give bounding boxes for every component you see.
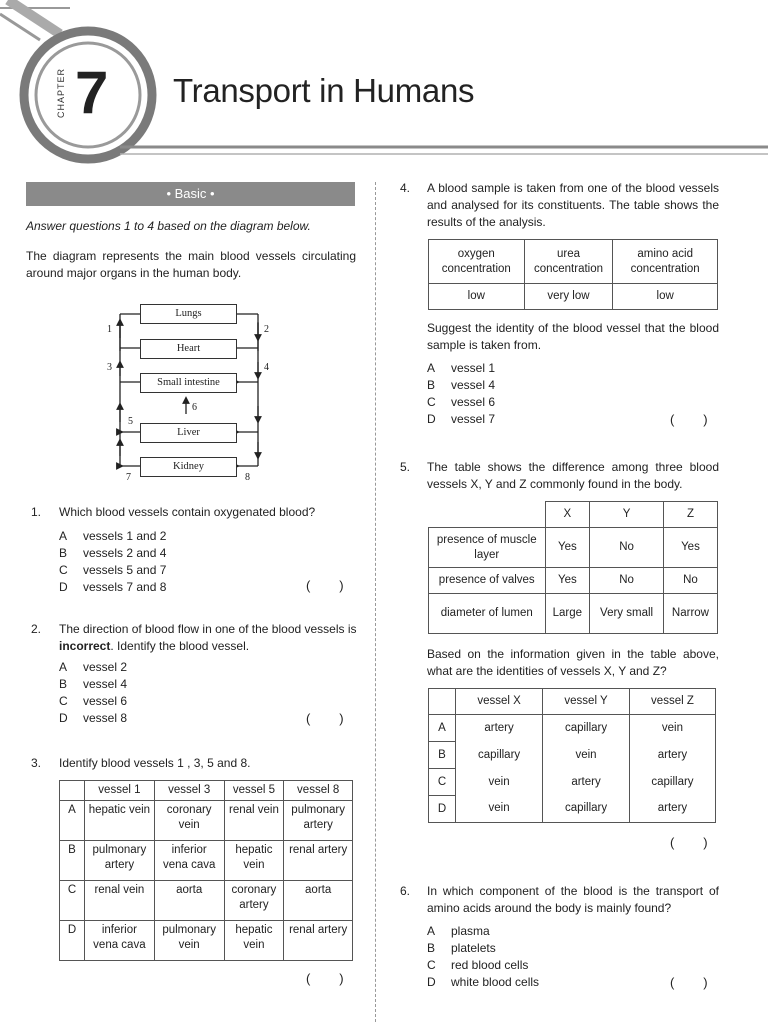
table-header: amino acid concentration (613, 240, 718, 284)
instruction-text: Answer questions 1 to 4 based on the diagram below. (26, 219, 311, 233)
row-letter: D (429, 796, 456, 823)
table-row (429, 528, 718, 568)
vessel-number: 6 (192, 402, 197, 413)
vessel-number: 3 (107, 362, 112, 373)
option-text[interactable]: white blood cells (451, 975, 540, 989)
table-cell: renal vein (85, 881, 155, 921)
row-letter: A (429, 715, 456, 742)
option-text[interactable]: vessels 7 and 8 (83, 580, 167, 594)
table-cell: artery (456, 715, 543, 742)
table-header-row (429, 240, 718, 284)
option-letter: D (427, 975, 436, 989)
option-text[interactable]: plasma (451, 924, 490, 938)
q2-text-before: The direction of blood flow in one of the blood vessels is (59, 622, 357, 636)
table-cell: renal artery (284, 841, 353, 881)
table-cell: low (429, 284, 525, 310)
circulation-diagram (100, 296, 280, 486)
option-text[interactable]: vessel 2 (83, 660, 128, 674)
q1-answer-bracket[interactable]: ( ) (306, 578, 344, 593)
table-header: X (545, 502, 590, 528)
option-text[interactable]: vessel 6 (451, 395, 496, 409)
option-letter: B (59, 677, 68, 691)
table-header-row (429, 689, 716, 715)
option-letter: D (59, 580, 68, 594)
table-row[interactable] (429, 769, 716, 796)
table-cell: aorta (154, 881, 224, 921)
option-text[interactable]: vessels 2 and 4 (83, 546, 167, 560)
table-corner (429, 689, 456, 715)
option-letter: C (59, 694, 68, 708)
organ-lungs: Lungs (140, 304, 237, 324)
table-header: Z (663, 502, 717, 528)
organ-small-intestine: Small intestine (140, 373, 237, 393)
table-cell: coronary vein (154, 801, 224, 841)
table-cell: capillary (543, 796, 630, 823)
table-row[interactable] (60, 801, 353, 841)
table-row[interactable] (429, 742, 716, 769)
intro-text: The diagram represents the main blood vessels circulating around major organs in the human body. (26, 249, 356, 280)
row-letter: A (60, 801, 85, 841)
table-cell: capillary (543, 715, 630, 742)
table-corner (429, 502, 546, 528)
row-label: presence of valves (429, 568, 546, 594)
option-letter: C (59, 563, 68, 577)
row-letter: B (60, 841, 85, 881)
option-letter: D (427, 412, 436, 426)
table-cell: vein (543, 742, 630, 769)
table-cell: No (590, 528, 664, 568)
row-letter: B (429, 742, 456, 769)
table-cell: low (613, 284, 718, 310)
option-text[interactable]: vessel 6 (83, 694, 128, 708)
q4-question: Suggest the identity of the blood vessel that the blood sample is taken from. (427, 321, 719, 352)
table-cell: aorta (284, 881, 353, 921)
table-cell: artery (543, 769, 630, 796)
q5-answer-bracket[interactable]: ( ) (670, 835, 708, 850)
table-row (429, 284, 718, 310)
table-cell: pulmonary artery (85, 841, 155, 881)
vessel-number: 2 (264, 324, 269, 335)
table-cell: coronary artery (224, 881, 284, 921)
table-cell: artery (629, 742, 715, 769)
table-header-row (60, 781, 353, 801)
table-header: vessel Y (543, 689, 630, 715)
vessel-number: 8 (245, 472, 250, 483)
option-text[interactable]: vessel 1 (451, 361, 496, 375)
q2-number: 2. (31, 622, 42, 636)
option-text[interactable]: vessel 4 (451, 378, 496, 392)
table-cell: vein (456, 796, 543, 823)
table-cell: vein (629, 715, 715, 742)
option-text[interactable]: vessels 1 and 2 (83, 529, 167, 543)
chapter-label: CHAPTER (56, 67, 66, 118)
table-cell: pulmonary vein (154, 921, 224, 961)
q1-options (59, 528, 166, 596)
table-cell: vein (456, 769, 543, 796)
option-text[interactable]: vessels 5 and 7 (83, 563, 167, 577)
q2-text (59, 621, 359, 655)
table-header: urea concentration (524, 240, 613, 284)
table-cell: No (590, 568, 664, 594)
q6-answer-bracket[interactable]: ( ) (670, 975, 708, 990)
q4-text: A blood sample is taken from one of the blood vessels and analysed for its constituents. The table shows the results of the analysis. (427, 181, 719, 229)
vessel-number: 7 (126, 472, 131, 483)
table-cell: pulmonary artery (284, 801, 353, 841)
q5-table (428, 501, 718, 634)
table-cell: hepatic vein (85, 801, 155, 841)
table-cell: inferior vena cava (154, 841, 224, 881)
table-row[interactable] (60, 881, 353, 921)
table-header: vessel 5 (224, 781, 284, 801)
q2-options (59, 659, 127, 727)
table-cell: hepatic vein (224, 841, 284, 881)
table-header: vessel 8 (284, 781, 353, 801)
table-cell: artery (629, 796, 715, 823)
option-text[interactable]: vessel 8 (83, 711, 128, 725)
table-header-row (429, 502, 718, 528)
chapter-title: Transport in Humans (173, 72, 475, 109)
q3-table (59, 780, 353, 961)
q3-text: Identify blood vessels 1 , 3, 5 and 8. (59, 756, 251, 770)
option-text[interactable]: platelets (451, 941, 496, 955)
table-cell: Narrow (663, 594, 717, 634)
table-cell: Large (545, 594, 590, 634)
table-header: vessel 1 (85, 781, 155, 801)
table-header: oxygen concentration (429, 240, 525, 284)
option-letter: B (427, 941, 436, 955)
table-header: vessel X (456, 689, 543, 715)
table-row[interactable] (429, 796, 716, 823)
row-letter: D (60, 921, 85, 961)
option-letter: A (427, 361, 436, 375)
table-header: Y (590, 502, 664, 528)
q6-number: 6. (400, 884, 411, 898)
q1-number: 1. (31, 505, 42, 519)
table-cell: renal vein (224, 801, 284, 841)
q4-table (428, 239, 718, 310)
table-cell: Yes (545, 528, 590, 568)
q2-text-bold: incorrect (59, 639, 111, 653)
option-text[interactable]: red blood cells (451, 958, 529, 972)
table-cell: Yes (663, 528, 717, 568)
option-letter: D (59, 711, 68, 725)
vessel-number: 4 (264, 362, 269, 373)
table-cell: inferior vena cava (85, 921, 155, 961)
q3-number: 3. (31, 756, 42, 770)
chapter-number: 7 (75, 59, 109, 126)
option-letter: A (427, 924, 436, 938)
table-cell: very low (524, 284, 613, 310)
table-cell: renal artery (284, 921, 353, 961)
table-cell: capillary (456, 742, 543, 769)
table-row (429, 568, 718, 594)
option-letter: C (427, 958, 436, 972)
table-cell: capillary (629, 769, 715, 796)
table-header: vessel Z (629, 689, 715, 715)
option-text[interactable]: vessel 4 (83, 677, 128, 691)
q1-text: Which blood vessels contain oxygenated blood? (59, 505, 316, 519)
table-corner (60, 781, 85, 801)
option-letter: A (59, 660, 68, 674)
column-divider (375, 182, 376, 1022)
option-letter: C (427, 395, 436, 409)
table-row[interactable] (60, 841, 353, 881)
table-cell: Yes (545, 568, 590, 594)
q5-number: 5. (400, 460, 411, 474)
section-bar: • Basic • (26, 182, 355, 206)
q4-options (427, 360, 495, 428)
q4-answer-bracket[interactable]: ( ) (670, 412, 708, 427)
table-cell: No (663, 568, 717, 594)
table-header: vessel 3 (154, 781, 224, 801)
organ-kidney: Kidney (140, 457, 237, 477)
row-letter: C (429, 769, 456, 796)
q4-number: 4. (400, 181, 411, 195)
q3-answer-bracket[interactable]: ( ) (306, 971, 344, 986)
row-letter: C (60, 881, 85, 921)
q5-answer-table (428, 688, 716, 823)
q2-text-after: . Identify the blood vessel. (110, 639, 250, 653)
option-letter: A (59, 529, 68, 543)
q5-question: Based on the information given in the table above, what are the identities of vessels X, Y and Z? (427, 647, 719, 678)
q5-text: The table shows the difference among three blood vessels X, Y and Z commonly found in the body. (427, 460, 719, 491)
q2-answer-bracket[interactable]: ( ) (306, 711, 344, 726)
q6-text: In which component of the blood is the transport of amino acids around the body is mainly found? (427, 884, 719, 915)
vessel-number: 5 (128, 416, 133, 427)
table-row (429, 594, 718, 634)
option-text[interactable]: vessel 7 (451, 412, 496, 426)
table-cell: Very small (590, 594, 664, 634)
option-letter: B (59, 546, 68, 560)
table-row[interactable] (429, 715, 716, 742)
option-letter: B (427, 378, 436, 392)
q6-options (427, 923, 539, 991)
vessel-number: 1 (107, 324, 112, 335)
organ-liver: Liver (140, 423, 237, 443)
row-label: diameter of lumen (429, 594, 546, 634)
row-label: presence of muscle layer (429, 528, 546, 568)
organ-heart: Heart (140, 339, 237, 359)
table-row[interactable] (60, 921, 353, 961)
table-cell: hepatic vein (224, 921, 284, 961)
